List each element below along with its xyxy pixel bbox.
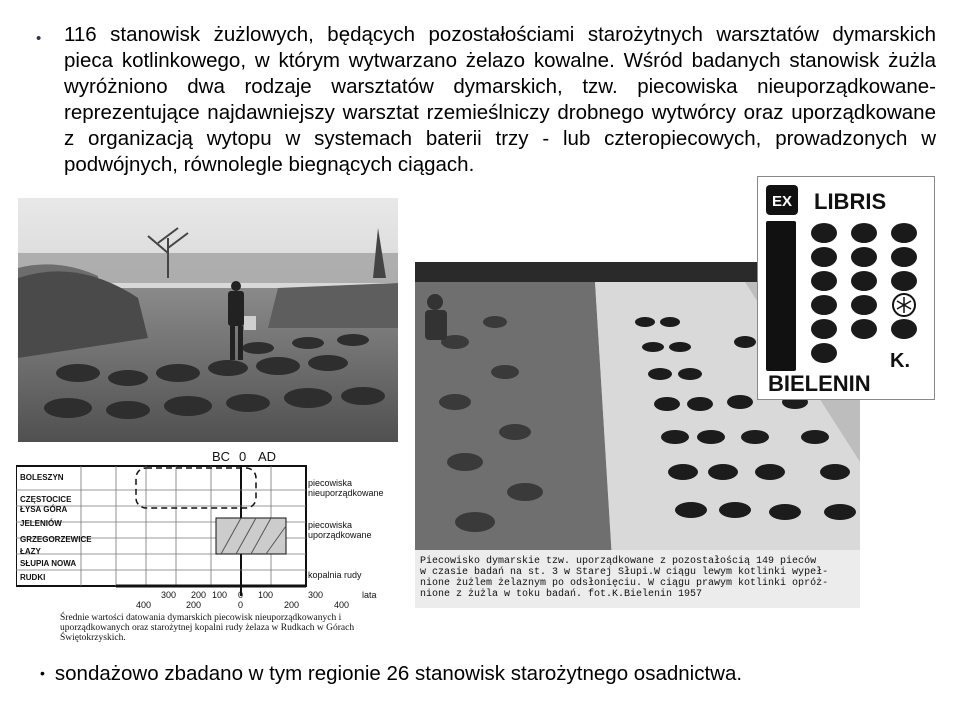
bullet-text-2: sondażowo zbadano w tym regionie 26 stanowisk starożytnego osadnictwa. — [54, 662, 743, 685]
bullet-paragraph-1 — [36, 22, 936, 178]
legend-label: nieuporządkowane — [308, 488, 384, 498]
exlibris-image — [757, 176, 935, 400]
axis-tick: 400 — [334, 600, 350, 610]
site-label: BOLESZYN — [20, 473, 64, 482]
exlibris-libris: LIBRIS — [814, 189, 887, 214]
axis-unit: lata — [362, 590, 377, 600]
legend-label: piecowiska — [308, 478, 353, 488]
exlibris-ex: EX — [771, 193, 793, 210]
bullet-icon: • — [36, 30, 42, 47]
diagram-caption: Średnie wartości datowania dymarskich piecowisk nieuporządkowanych i uporządkowanych oraz starożytnej kopalni rudy żelaza w Rudkach w Górach Świętokrzyskich. — [60, 613, 355, 643]
diagram-label-ad: AD — [258, 449, 277, 464]
site-label: RUDKI — [20, 573, 46, 582]
axis-tick: 200 — [191, 590, 207, 600]
axis-tick: 400 — [136, 600, 152, 610]
axis-tick: 300 — [308, 590, 324, 600]
legend-label: piecowiska — [308, 520, 353, 530]
site-label: SŁUPIA NOWA — [20, 559, 77, 568]
exlibris-bielenin: BIELENIN — [768, 371, 871, 396]
site-label: JELENIÓW — [20, 519, 62, 528]
bullet-text-1: 116 stanowisk żużlowych, będących pozostałościami starożytnych warsztatów dymarskich pieca kotlinkowego, w którym wytwarzano żelazo kowalne. Wśród badanych stanowisk żużla wyróżniono dwa rodzaje warsztatów dymarskich, tzw. piecowiska nieuporządkowane- reprezentujące najdawniejszy warsztat rzemieślniczy drobnego wytwórcy oraz uporządkowane z organizacją wytopu w systemach baterii trzy - lub czteropiecowych, prowadzonych w podwójnych, równolegle biegnących ciągach. — [64, 23, 936, 176]
legend-label: uporządkowane — [308, 530, 372, 540]
diagram-label-zero: 0 — [239, 449, 247, 464]
axis-tick: 100 — [258, 590, 274, 600]
site-label: ŁYSA GÓRA — [20, 505, 68, 514]
axis-tick: 0 — [238, 590, 244, 600]
excavation-photo-1 — [18, 198, 398, 442]
axis-tick: 100 — [212, 590, 228, 600]
bullet-paragraph-2 — [40, 660, 742, 687]
legend-label: kopalnia rudy — [308, 570, 362, 580]
site-label: GRZEGORZEWICE — [20, 535, 92, 544]
exlibris-k: K. — [890, 350, 910, 372]
axis-tick: 0 — [238, 600, 244, 610]
site-label: CZĘSTOCICE — [20, 495, 72, 504]
bullet-icon: • — [40, 665, 45, 681]
photo-caption: Piecowisko dymarskie tzw. uporządkowane z pozostałością 149 pieców w czasie badań na st. 3 w Starej Słupi.W ciągu lewym kotlinki wypeł- nione żużlem żelaznym po odsłonięciu. W ciągu prawym kotlinki opróż- nione z żużla w toku badań. fot.K.Bielenin 1957 — [420, 556, 829, 600]
diagram-label-bc: BC — [212, 449, 231, 464]
axis-tick: 200 — [284, 600, 300, 610]
site-label: ŁAZY — [20, 547, 41, 556]
axis-tick: 200 — [186, 600, 202, 610]
axis-tick: 300 — [161, 590, 177, 600]
